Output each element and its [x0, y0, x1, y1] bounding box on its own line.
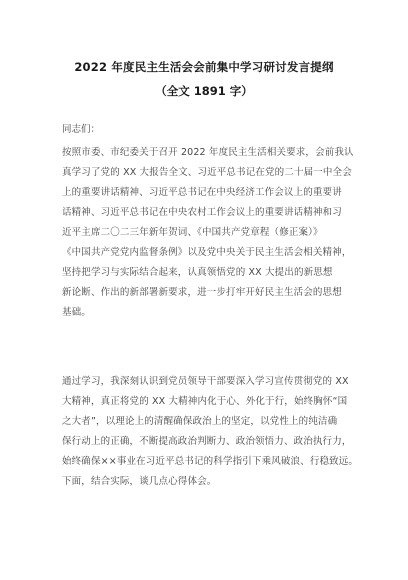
salutation: 同志们：	[62, 124, 101, 135]
paragraph-line: 通过学习，我深刻认识到党员领导干部要深入学习宣传贯彻党的 XX	[62, 376, 349, 387]
paragraph-line: 近平主席二〇二三年新年贺词、《中国共产党章程（修正案）》	[62, 227, 323, 238]
paragraph-line: 坚持把学习与实际结合起来，认真领悟党的 XX 大提出的新思想	[62, 267, 333, 278]
paragraph-line: 真学习了党的 XX 大报告全文、习近平总书记在党的二十届一中全会	[62, 167, 352, 178]
paragraph-line: 话精神、习近平总书记在中央农村工作会议上的重要讲话精神和习	[62, 207, 342, 218]
paragraph-line: 始终确保××事业在习近平总书记的科学指引下乘风破浪、行稳致远。	[62, 456, 359, 467]
paragraph-line: 大精神，真正将党的 XX 大精神内化于心、外化于行，始终胸怀“国	[62, 396, 348, 407]
document-subtitle: （全文 1891 字）	[155, 84, 253, 98]
paragraph-1	[62, 143, 362, 323]
paragraph-line: 新论断、作出的新部署新要求，进一步打牢开好民主生活会的思想	[62, 287, 342, 298]
paragraph-line: 《中国共产党党内监督条例》以及党中央关于民主生活会相关精神，	[62, 247, 352, 258]
paragraph-line: 保行动上的正确，不断提高政治判断力、政治领悟力、政治执行力，	[62, 436, 352, 447]
paragraph-line: 基础。	[62, 307, 91, 318]
paragraph-line: 下面，结合实际，谈几点心得体会。	[62, 476, 217, 487]
paragraph-line: 上的重要讲话精神、习近平总书记在中央经济工作会议上的重要讲	[62, 187, 342, 198]
document-title: 2022 年度民主生活会会前集中学习研讨发言提纲	[74, 60, 334, 74]
paragraph-line: 按照市委、市纪委关于召开 2022 年度民主生活相关要求，会前我认	[62, 147, 354, 158]
paragraph-line: 之大者”，以理论上的清醒确保政治上的坚定，以党性上的纯洁确	[62, 416, 338, 427]
paragraph-2	[62, 372, 362, 492]
